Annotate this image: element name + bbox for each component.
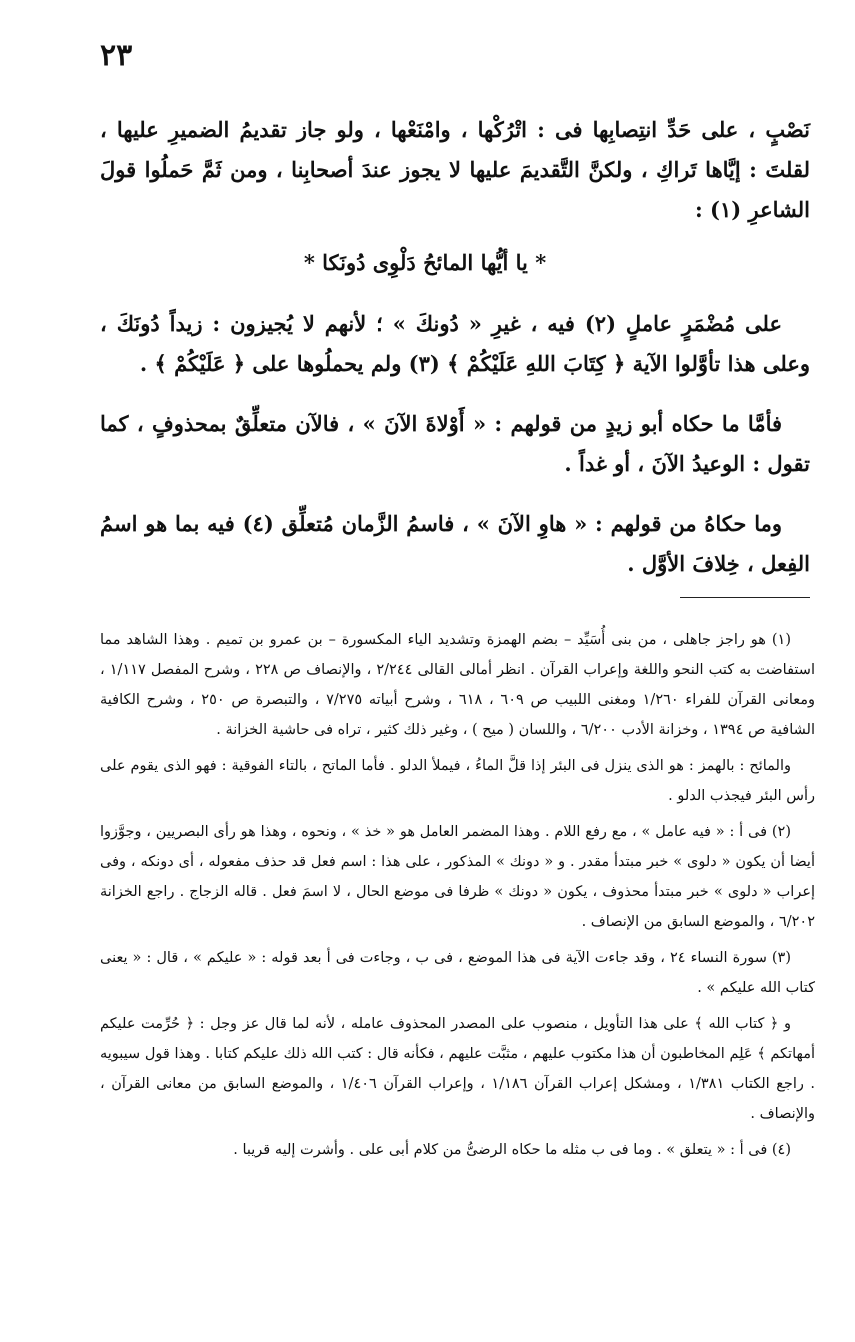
- poetry-verse: * يا أيُّها المائحُ دَلْوِى دُونَكا *: [303, 250, 547, 275]
- footnote-3-continuation: و ﴿ كتاب الله ﴾ على هذا التأويل ، منصوب على المصدر المحذوف عامله ، لأنه لما قال عز وجل : ﴿ حُرِّمت عليكم أمهاتكم ﴾ عَلِم المخاطبون أن هذا مكتوب عليهم ، مثبَّت عليهم ، فكأنه قال : كتب الله ذلك عليكم كتابا . وهذا قول سيبويه . راجع الكتاب ١/٣٨١ ، ومشكل إعراب القرآن ١/١٨٦ ، وإعراب القرآن ١/٤٠٦ ، والموضع السابق من معانى القرآن ، والإنصاف .: [100, 1016, 816, 1122]
- paragraph-4: وما حكاهُ من قولهم : « هاوِ الآنَ » ، فاسمُ الزَّمان مُتعلِّق (٤) فيه بما هو اسمُ الفِعل ، خِلافَ الأوَّل .: [100, 511, 810, 576]
- footnote-1: (١) هو راجز جاهلى ، من بنى أُسَيِّد – بضم الهمزة وتشديد الياء المكسورة – بن عمرو بن تميم . وهذا الشاهد مما استفاضت به كتب النحو واللغة وإعراب القرآن . انظر أمالى القالى ٢/٢٤٤ ، والإنصاف ص ٢٢٨ ، وشرح المفصل ١/١١٧ ، ومعانى القرآن للفراء ١/٢٦٠ ومغنى اللبيب ص ٦٠٩ ، ٦١٨ ، وشرح أبياته ٧/٢٧٥ ، والتبصرة ص ٢٥٠ ، وشرح الكافية الشافية ص ١٣٩٤ ، وخزانة الأدب ٦/٢٠٠ ، واللسان ( ميح ) ، وغير ذلك كثير ، تراه فى حاشية الخزانة .: [100, 632, 815, 738]
- footnote-4: (٤) فى أ : « يتعلق » . وما فى ب مثله ما حكاه الرضىُّ من كلام أبى على . وأشرت إليه قريبا .: [233, 1142, 791, 1158]
- footnote-separator: [680, 597, 810, 598]
- footnote-2: (٢) فى أ : « فيه عامل » ، مع رفع اللام . وهذا المضمر العامل هو « خذ » ، ونحوه ، وهذا هو رأى البصريين ، وجوَّزوا أيضا أن يكون « دلوى » خبر مبتدأ مقدر . و « دونك » المذكور ، على هذا : اسم فعل قد حذف مفعوله ، أى دونكه ، وفى إعراب « دلوى » خبر مبتدأ محذوف ، يكون « دونك » ظرفا فى موضع الحال ، لا اسمَ فعل . قاله الزجاج . راجع الخزانة ٦/٢٠٢ ، والموضع السابق من الإنصاف .: [100, 824, 815, 930]
- footnotes: [100, 625, 815, 1171]
- footnote-3: (٣) سورة النساء ٢٤ ، وقد جاءت الآية فى هذا الموضع ، فى ب ، وجاءت فى أ بعد قوله : « عليكم » ، قال : « يعنى كتاب الله عليكم » .: [100, 950, 815, 996]
- footnote-1-continuation: والمائح : بالهمز : هو الذى ينزل فى البئر إذا قلَّ الماءُ ، فيملأ الدلو . فأما الماتح ، بالتاء الفوقية : فهو الذى يقوم على رأس البئر فيجذب الدلو .: [100, 758, 815, 804]
- page-number: ٢٣: [100, 38, 133, 73]
- main-text: [100, 110, 810, 604]
- paragraph-2: على مُضْمَرٍ عاملٍ (٢) فيه ، غيرِ « دُونكَ » ؛ لأنهم لا يُجيزون : زيداً دُونَكَ ، وعلى هذا تأوَّلوا الآية ﴿ كِتَابَ اللهِ عَلَيْكُمْ ﴾ (٣) ولم يحملُوها على ﴿ عَلَيْكُمْ ﴾ .: [100, 311, 810, 376]
- paragraph-1: نَصْبٍ ، على حَدِّ انتِصابِها فى : اتْرُكْها ، وامْنَعْها ، ولو جاز تقديمُ الضميرِ عليها ، لقلتَ : إيَّاها تَراكِ ، ولكنَّ التَّقديمَ عليها لا يجوز عندَ أصحابِنا ، ومن ثَمَّ حَملُوا قولَ الشاعرِ (١) :: [100, 117, 810, 222]
- paragraph-3: فأمَّا ما حكاه أبو زيدٍ من قولهم : « أَوْلاةَ الآنَ » ، فالآن متعلِّقٌ بمحذوفٍ ، كما تقول : الوعيدُ الآنَ ، أو غداً .: [100, 411, 810, 476]
